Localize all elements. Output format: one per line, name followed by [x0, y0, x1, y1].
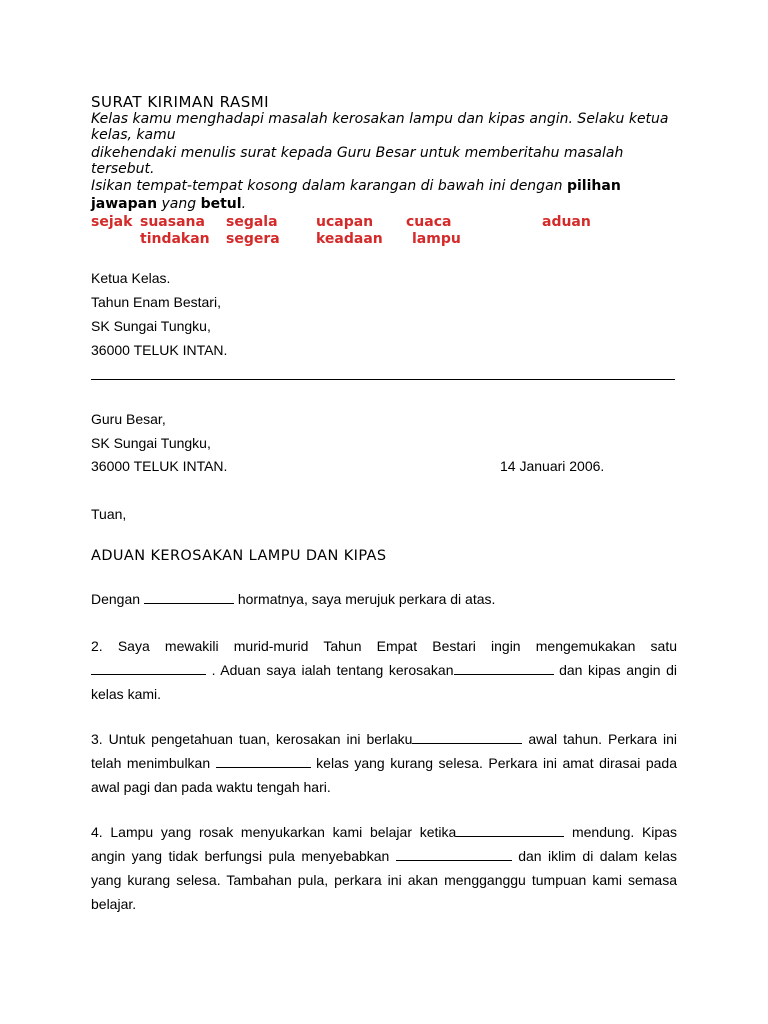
paragraph-text: awal tahun. Perkara ini telah menimbulkan	[91, 731, 677, 771]
instruction-emphasis: betul	[200, 196, 242, 212]
blank-field[interactable]	[412, 729, 522, 744]
paragraph-1	[91, 587, 677, 611]
word-option: suasana	[140, 214, 205, 230]
word-option: keadaan	[316, 231, 383, 247]
word-option: aduan	[542, 214, 591, 230]
blank-field[interactable]	[91, 660, 206, 675]
instruction-line: Kelas kamu menghadapi masalah kerosakan lampu dan kipas angin. Selaku ketua	[91, 111, 669, 127]
sender-address-line: 36000 TELUK INTAN.	[91, 342, 228, 358]
paragraph-text: dan kipas angin di kelas kami.	[91, 662, 677, 702]
paragraph-text: 2. Saya mewakili murid-murid Tahun Empat Bestari ingin mengemukakan satu	[91, 638, 677, 654]
sender-address-line: Tahun Enam Bestari,	[91, 294, 221, 310]
paragraph-text: mendung. Kipas angin yang tidak berfungsi pula menyebabkan	[91, 824, 677, 864]
instruction-line: kelas, kamu	[91, 127, 176, 143]
recipient-address-line: Guru Besar,	[91, 411, 166, 427]
paragraph-text: Dengan	[91, 591, 144, 607]
recipient-address-line: SK Sungai Tungku,	[91, 435, 211, 451]
instruction-line	[91, 196, 246, 212]
instruction-emphasis: pilihan	[566, 178, 621, 194]
word-option: segera	[226, 231, 280, 247]
word-option: tindakan	[140, 231, 210, 247]
instruction-text: Isikan tempat-tempat kosong dalam karangan di bawah ini dengan	[91, 178, 567, 194]
instruction-text: .	[241, 196, 247, 212]
sender-address-line: SK Sungai Tungku,	[91, 318, 211, 334]
paragraph-2	[91, 634, 677, 706]
paragraph-text: 3. Untuk pengetahuan tuan, kerosakan ini berlaku	[91, 731, 413, 747]
word-option: segala	[226, 214, 278, 230]
blank-field[interactable]	[216, 753, 311, 768]
word-option: ucapan	[316, 214, 374, 230]
paragraph-4	[91, 820, 677, 916]
blank-field[interactable]	[456, 822, 564, 837]
blank-field[interactable]	[454, 660, 554, 675]
page-title: SURAT KIRIMAN RASMI	[91, 93, 270, 111]
recipient-address-line: 36000 TELUK INTAN.	[91, 458, 228, 474]
paragraph-text: hormatnya, saya merujuk perkara di atas.	[233, 591, 496, 607]
paragraph-text: dan iklim di dalam kelas yang kurang selesa. Tambahan pula, perkara ini akan mengganggu tumpuan kami semasa belajar.	[91, 848, 677, 912]
word-option: sejak	[91, 214, 133, 230]
instruction-line: tersebut.	[91, 161, 155, 177]
instruction-line	[91, 178, 621, 194]
word-option: lampu	[412, 231, 461, 247]
instruction-line: dikehendaki menulis surat kepada Guru Besar untuk memberitahu masalah	[91, 145, 624, 161]
letter-subject: ADUAN KEROSAKAN LAMPU DAN KIPAS	[91, 548, 387, 564]
paragraph-text: 4. Lampu yang rosak menyukarkan kami belajar ketika	[91, 824, 457, 840]
word-option: cuaca	[406, 214, 452, 230]
paragraph-3	[91, 727, 677, 799]
instruction-emphasis: jawapan	[91, 196, 158, 212]
blank-field[interactable]	[144, 589, 234, 604]
paragraph-text: kelas yang kurang selesa. Perkara ini amat dirasai pada awal pagi dan pada waktu tengah hari.	[91, 755, 678, 795]
salutation: Tuan,	[91, 506, 127, 522]
letter-date: 14 Januari 2006.	[500, 458, 605, 474]
sender-address-line: Ketua Kelas.	[91, 270, 171, 286]
instruction-text: yang	[157, 196, 201, 212]
blank-field[interactable]	[396, 846, 512, 861]
separator-line	[91, 379, 675, 380]
paragraph-text: . Aduan saya ialah tentang kerosakan	[206, 662, 454, 678]
